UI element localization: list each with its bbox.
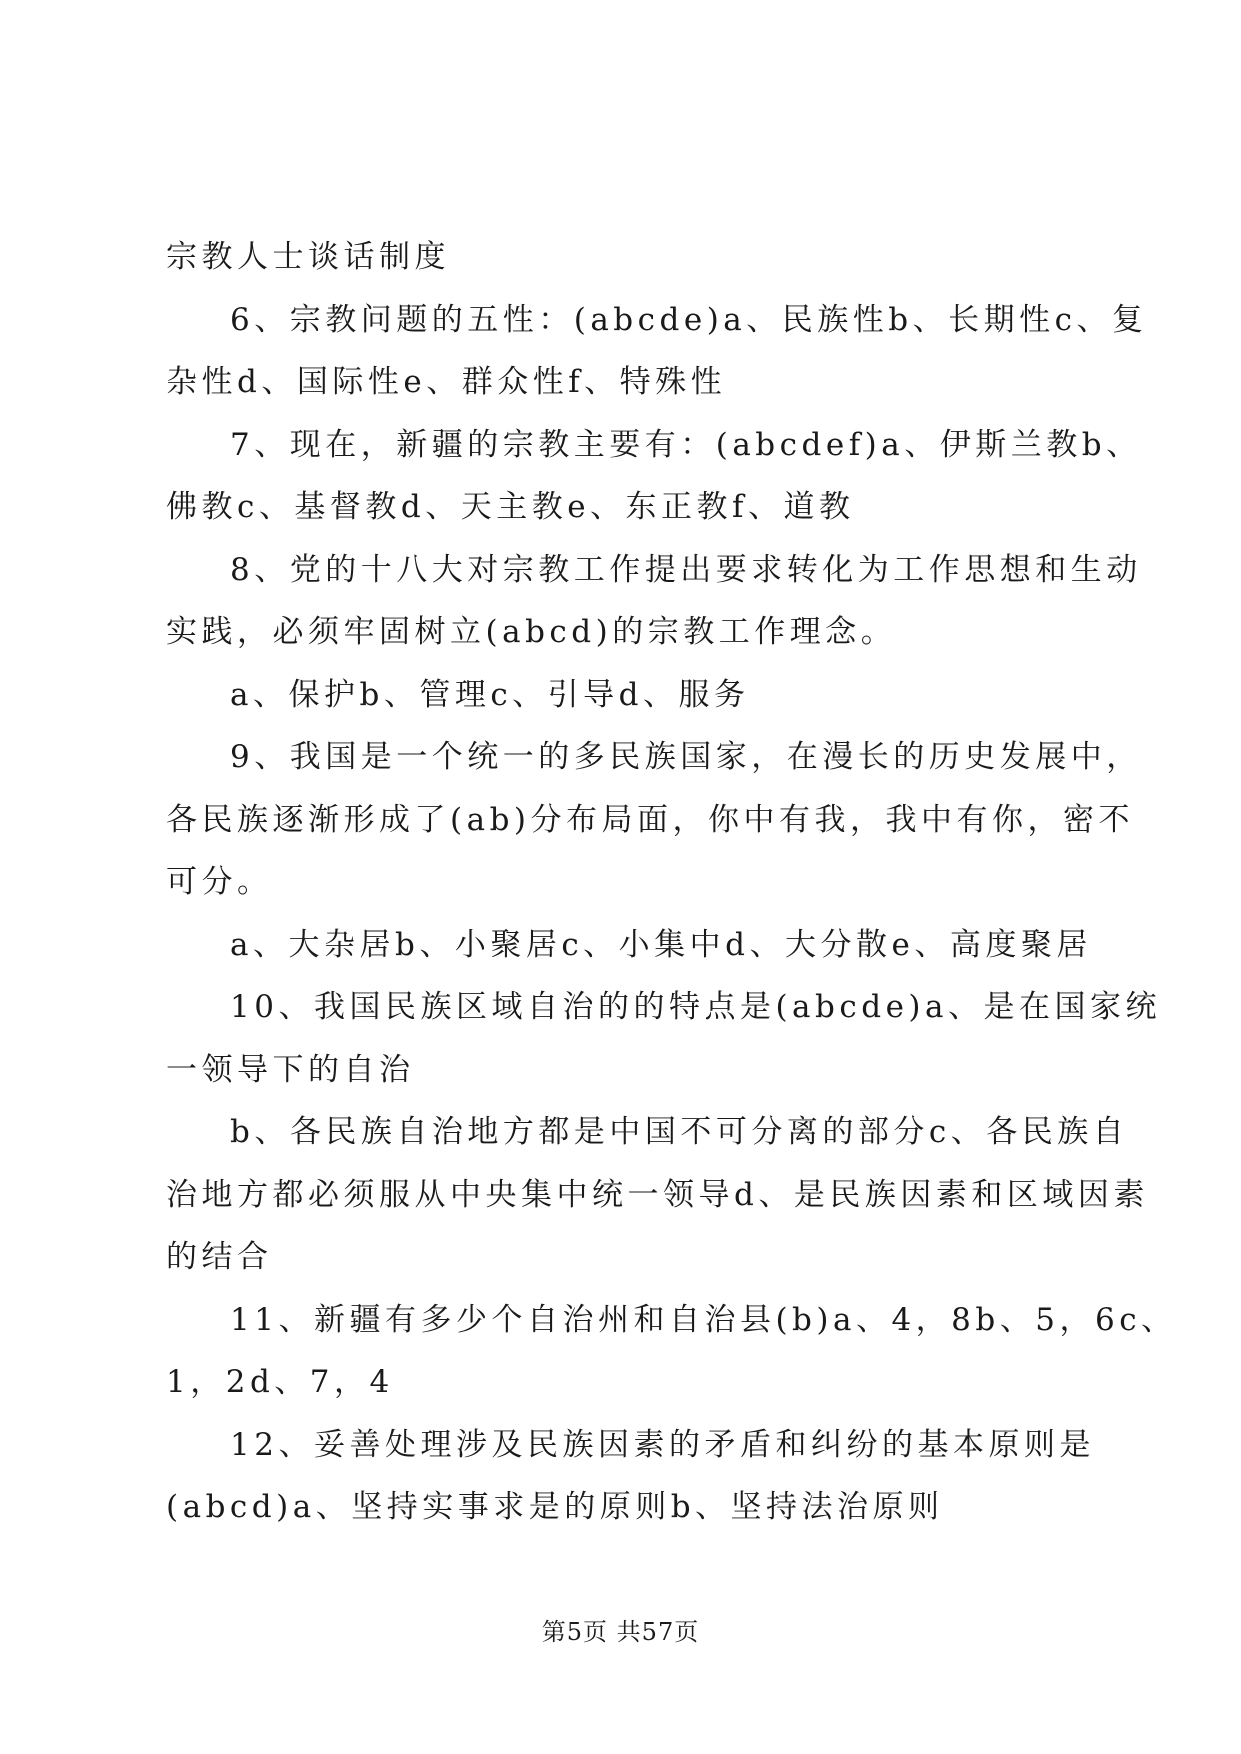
- text-line: 8、党的十八大对宗教工作提出要求转化为工作思想和生动: [230, 551, 1142, 588]
- text-line: 佛教c、基督教d、天主教e、东正教f、道教: [166, 489, 855, 525]
- text-line: 12、妥善处理涉及民族因素的矛盾和纠纷的基本原则是: [230, 1426, 1095, 1463]
- text-line: 实践，必须牢固树立(abcd)的宗教工作理念。: [166, 614, 897, 650]
- text-line: a、大杂居b、小聚居c、小集中d、大分散e、高度聚居: [230, 926, 1092, 963]
- text-line: b、各民族自治地方都是中国不可分离的部分c、各民族自: [230, 1114, 1129, 1150]
- text-line: 1，2d、7，4: [166, 1364, 394, 1400]
- body-text: [166, 226, 1177, 1539]
- text-line: 9、我国是一个统一的多民族国家，在漫长的历史发展中，: [230, 739, 1142, 775]
- text-line: 7、现在，新疆的宗教主要有：(abcdef)a、伊斯兰教b、: [230, 426, 1142, 463]
- text-line: 10、我国民族区域自治的的特点是(abcde)a、是在国家统: [230, 989, 1161, 1025]
- page-footer: 第5页 共57页: [541, 1618, 700, 1646]
- text-line: a、保护b、管理c、引导d、服务: [230, 676, 750, 713]
- text-line: 可分。: [166, 864, 273, 900]
- text-line: 6、宗教问题的五性：(abcde)a、民族性b、长期性c、复: [230, 301, 1148, 338]
- text-line: 杂性d、国际性e、群众性f、特殊性: [166, 364, 727, 400]
- text-line: 的结合: [166, 1239, 273, 1275]
- text-line: 宗教人士谈话制度: [166, 239, 450, 275]
- text-line: 11、新疆有多少个自治州和自治县(b)a、4，8b、5，6c、: [230, 1301, 1177, 1338]
- text-line: 治地方都必须服从中央集中统一领导d、是民族因素和区域因素: [166, 1176, 1149, 1213]
- text-line: 一领导下的自治: [166, 1051, 415, 1088]
- text-line: (abcd)a、坚持实事求是的原则b、坚持法治原则: [166, 1489, 944, 1525]
- text-line: 各民族逐渐形成了(ab)分布局面，你中有我，我中有你，密不: [166, 801, 1135, 838]
